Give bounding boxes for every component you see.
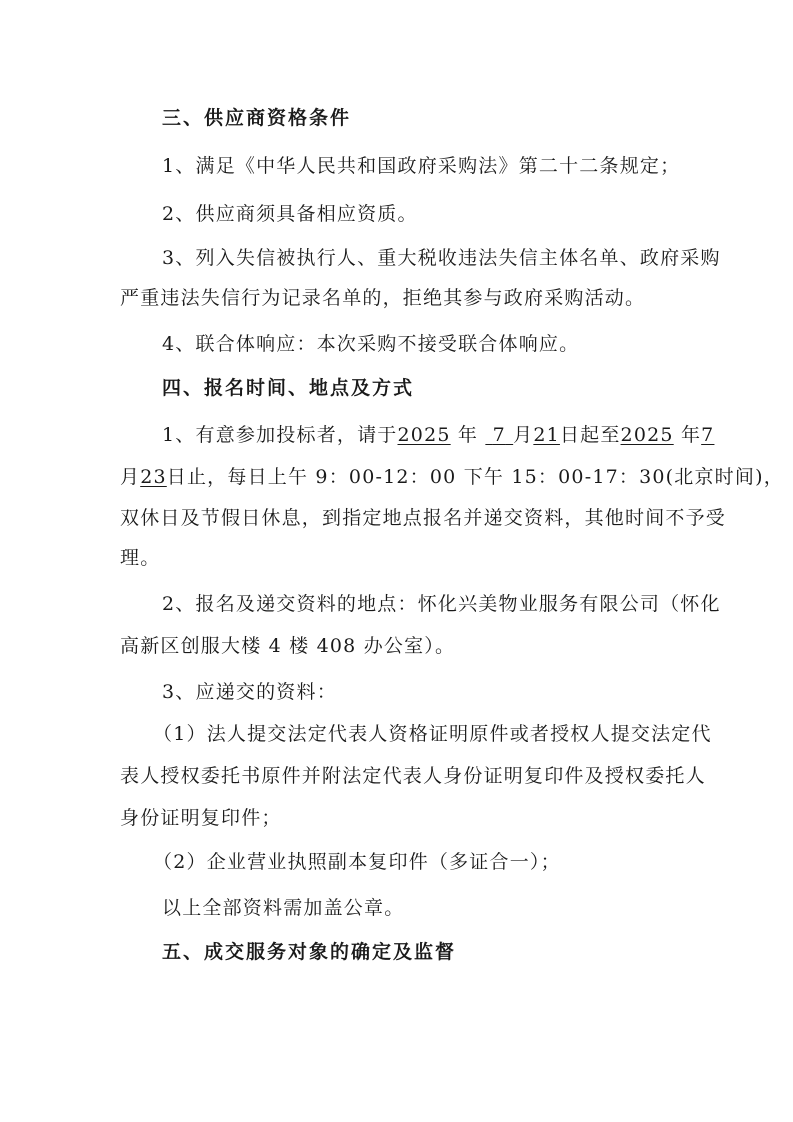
- section-5-heading: 五、成交服务对象的确定及监督: [162, 941, 457, 963]
- start-month-char: 月: [513, 424, 534, 446]
- section-4-sub1-line-3: 身份证明复印件；: [120, 807, 282, 829]
- section-4-p1-line-1: [162, 423, 714, 447]
- end-year: 2025: [620, 424, 674, 446]
- section-4-p2-line-2: 高新区创服大楼 4 楼 408 办公室）。: [120, 635, 456, 657]
- section-4-sub1-line-1: （1）法人提交法定代表人资格证明原件或者授权人提交法定代: [153, 723, 712, 745]
- section-4-sub2: （2）企业营业执照副本复印件（多证合一）；: [153, 851, 561, 873]
- end-year-char: 年: [680, 424, 702, 446]
- section-3-item-1: 1、满足《中华人民共和国政府采购法》第二十二条规定；: [162, 155, 681, 177]
- start-year-char: 年: [457, 424, 479, 446]
- end-month: 7: [701, 424, 715, 446]
- start-suffix: 日起至: [559, 424, 621, 446]
- section-3-item-3-line-2: 严重违法失信行为记录名单的，拒绝其参与政府采购活动。: [120, 287, 646, 309]
- section-3-item-3-line-1: 3、列入失信被执行人、重大税收违法失信主体名单、政府采购: [162, 247, 721, 269]
- section-4-p3: 3、应递交的资料：: [162, 681, 337, 703]
- section-4-sub1-line-2: 表人授权委托书原件并附法定代表人身份证明复印件及授权委托人: [120, 765, 706, 787]
- end-month-char: 月: [120, 466, 141, 488]
- end-day: 23: [140, 466, 167, 488]
- section-4-note: 以上全部资料需加盖公章。: [162, 897, 405, 919]
- section-3-heading: 三、供应商资格条件: [162, 107, 352, 129]
- start-month: 7: [492, 424, 506, 446]
- p1-line-2-rest: 日止，每日上午 9：00-12：00 下午 15：00-17：30(北京时间)，: [166, 466, 784, 488]
- start-day: 21: [533, 424, 560, 446]
- section-4-p1-line-2: [120, 465, 784, 489]
- section-3-item-2: 2、供应商须具备相应资质。: [162, 203, 418, 225]
- section-4-p2-line-1: 2、报名及递交资料的地点：怀化兴美物业服务有限公司（怀化: [162, 593, 721, 615]
- start-year: 2025: [397, 424, 451, 446]
- section-4-p1-line-3: 双休日及节假日休息，到指定地点报名并递交资料，其他时间不予受: [120, 507, 727, 529]
- p1-prefix: 1、有意参加投标者，请于: [162, 424, 398, 446]
- section-4-p1-line-4: 理。: [120, 547, 161, 569]
- section-4-heading: 四、报名时间、地点及方式: [162, 377, 415, 399]
- section-3-item-4: 4、联合体响应：本次采购不接受联合体响应。: [162, 333, 580, 355]
